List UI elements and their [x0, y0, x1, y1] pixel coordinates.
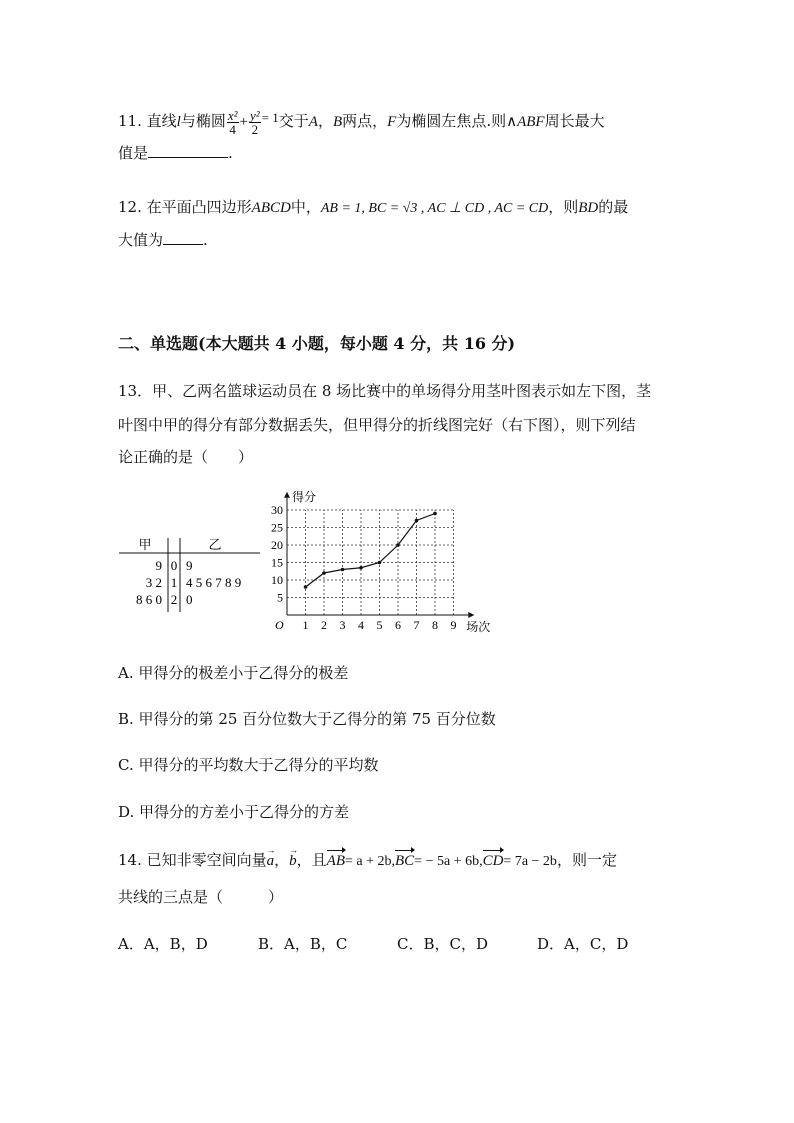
x-tick-label: 9	[450, 618, 457, 632]
x-tick-label: 5	[376, 618, 383, 632]
y-tick-label: 10	[271, 573, 283, 587]
data-point	[341, 568, 345, 572]
point-a: A	[308, 114, 318, 130]
x-axis-label: 场次	[466, 620, 491, 634]
row-left: 8 6 0	[136, 592, 162, 607]
data-point	[359, 566, 363, 570]
q11-text: 值是	[118, 144, 149, 162]
segment-bd: BD	[578, 200, 599, 216]
x-tick-label: 1	[302, 618, 309, 632]
stem-leaf-diagram	[115, 530, 265, 615]
q14-option-d[interactable]: D．A，C，D	[537, 935, 629, 953]
y-axis-arrow	[284, 492, 290, 498]
data-point	[304, 585, 308, 589]
q11-text: 周长最大	[544, 112, 605, 130]
y-tick-label: 5	[277, 590, 283, 605]
section-title: 二、单选题(本大题共 4 小题，每小题 4 分，共 16 分)	[118, 334, 516, 353]
x-tick-label: 8	[432, 618, 438, 632]
q12-number: 12.	[118, 198, 142, 216]
q14-option-a[interactable]: A．A，B，D	[118, 935, 208, 953]
ellipse-frac-y: $\frac{\text{y²}}{2}$	[249, 107, 260, 137]
vector-cd: CD	[483, 850, 504, 872]
q11-text: 直线	[146, 112, 177, 130]
q12-text: ，则	[548, 198, 579, 216]
quad-abcd: ABCD	[251, 200, 291, 216]
x-tick-label: 6	[395, 618, 401, 632]
q12-conditions: AB = 1, BC = √3 , AC ⊥ CD , AC = CD	[320, 201, 549, 216]
q14-line1: 14. 已知非零空间向量a →，b →，且AB= a + 2b,BC= − 5a + 6b,CD= 7a − 2b，则一定	[118, 849, 617, 873]
vector-ab: AB	[327, 850, 345, 872]
row-right: 0	[186, 592, 193, 607]
option-b[interactable]: B. 甲得分的第 25 百分位数大于乙得分的第 75 百分位数	[118, 710, 496, 728]
q12-text: 在平面凸四边形	[146, 198, 252, 216]
triangle-abf: ABF	[517, 114, 545, 130]
triangle-symbol: ∧	[506, 114, 518, 130]
x-tick-label: 2	[321, 618, 327, 632]
expr-cd: = 7a − 2b	[503, 854, 557, 869]
header-jia: 甲	[138, 537, 152, 552]
point-b: B	[332, 114, 343, 130]
x-tick-label: 7	[413, 618, 420, 632]
option-d[interactable]: D. 甲得分的方差小于乙得分的方差	[118, 803, 350, 821]
q12-line2: 大值为 .	[118, 231, 208, 249]
data-point	[378, 561, 382, 565]
y-axis-label: 得分	[292, 489, 317, 504]
vector-bc: BC	[395, 850, 414, 872]
q14-text: 14. 已知非零空间向量	[118, 851, 267, 869]
y-tick-label: 30	[271, 503, 283, 517]
q11-text: 交于	[278, 112, 309, 130]
data-point	[322, 571, 326, 575]
x-axis-arrow	[468, 612, 474, 618]
vector-b: b →	[289, 850, 297, 872]
x-tick-label: 4	[358, 618, 364, 632]
q11-text: 为椭圆左焦点.则	[396, 112, 507, 130]
q11-line1: 11. 直线l与椭圆 $\frac{\text{x²}}{4}$ + $\frac{\text{y²}}{2}$ = 1交于A，B两点，F为椭圆左焦点.则∧ABF周长最大	[118, 107, 605, 137]
data-point	[433, 512, 437, 516]
row-left: 3 2	[145, 575, 162, 590]
point-f: F	[387, 114, 397, 130]
q13-line1: 13．甲、乙两名篮球运动员在 8 场比赛中的单场得分用茎叶图表示如左下图，茎	[118, 382, 652, 400]
row-left: 9	[155, 558, 162, 573]
row-stem: 0	[170, 558, 178, 573]
header-yi: 乙	[208, 537, 222, 552]
q11-text: 两点，	[342, 112, 388, 130]
q12-text: 中，	[290, 198, 321, 216]
y-tick-label: 25	[271, 520, 283, 535]
q12-text: 大值为	[118, 231, 164, 249]
y-tick-label: 20	[271, 538, 283, 552]
option-a[interactable]: A. 甲得分的极差小于乙得分的极差	[118, 664, 349, 682]
row-stem: 2	[170, 592, 178, 607]
q14-text: ，则一定	[556, 851, 617, 869]
option-c[interactable]: C. 甲得分的平均数大于乙得分的平均数	[118, 756, 379, 774]
q14-text: ，且	[296, 851, 327, 869]
score-line-chart	[265, 488, 495, 638]
data-point	[415, 519, 419, 523]
x-tick-label: 3	[339, 618, 346, 632]
series-line	[306, 514, 436, 588]
vector-a: a →	[267, 850, 275, 872]
q12-line1	[118, 196, 628, 220]
q12-text: 的最	[598, 198, 629, 216]
answer-blank[interactable]	[148, 143, 228, 158]
q14-line2: 共线的三点是（ ）	[118, 888, 284, 906]
plus-sign: +	[239, 114, 248, 130]
expr-ab: = a + 2b,	[344, 854, 395, 869]
q13-line3: 论正确的是（ ）	[118, 448, 254, 466]
q11-number: 11.	[118, 112, 142, 130]
origin-label: O	[275, 618, 284, 632]
row-right: 9	[186, 558, 193, 573]
q11-text: 与椭圆	[180, 112, 226, 130]
row-stem: 1	[170, 575, 178, 590]
q11-var-l: l	[176, 114, 181, 130]
q14-option-c[interactable]: C．B，C，D	[397, 935, 489, 953]
q14-option-b[interactable]: B．A，B，C	[258, 935, 348, 953]
ellipse-frac-x: $\frac{\text{x²}}{4}$	[227, 107, 238, 137]
row-right: 4 5 6 7 8 9	[186, 575, 242, 590]
expr-bc: = − 5a + 6b,	[414, 854, 483, 869]
data-point	[396, 543, 400, 547]
answer-blank[interactable]	[163, 230, 203, 245]
y-tick-label: 15	[271, 555, 283, 570]
q11-line2: 值是 .	[118, 144, 233, 162]
q13-line2: 叶图中甲的得分有部分数据丢失，但甲得分的折线图完好（右下图），则下列结	[118, 416, 636, 434]
equals-one: = 1	[261, 110, 279, 125]
